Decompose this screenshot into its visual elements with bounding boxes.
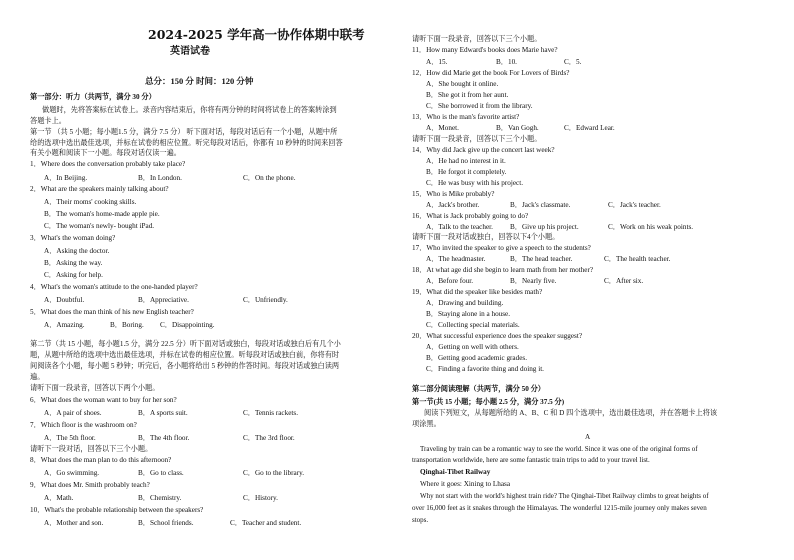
q17-option-c: C．The health teacher. <box>604 255 671 263</box>
q14-option-a: A．He had no interest in it. <box>426 157 506 165</box>
railway-route: Where it goes: Xining to Lhasa <box>420 480 511 488</box>
question-5: 5．What does the man think of his new English teacher? <box>30 308 194 316</box>
q8-option-c: C．Go to the library. <box>243 469 305 477</box>
q1-option-b: B．In London. <box>138 174 182 182</box>
exam-title: 2024-2025 学年高一协作体期中联考 <box>148 27 365 42</box>
question-12: 12．How did Marie get the book For Lovers of Birds? <box>412 69 570 77</box>
q15-option-b: B．Jack's classmate. <box>510 201 571 209</box>
q13-option-b: B．Van Gogh. <box>496 124 539 132</box>
q19-option-c: C．Collecting special materials. <box>426 321 520 329</box>
q3-option-a: A．Asking the doctor. <box>44 247 110 255</box>
exam-meta: 总分：150 分 时间：120 分钟 <box>145 76 254 86</box>
q4-option-b: B．Appreciative. <box>138 296 189 304</box>
q14-option-b: B．He forgot it completely. <box>426 168 507 176</box>
part2-heading: 第二部分阅读理解（共两节，满分 50 分） <box>412 385 545 393</box>
q1-option-a: A．In Beijing. <box>44 174 88 182</box>
part2-section1-heading: 第一节(共 15 小题；每小题 2.5 分，满分 37.5 分) <box>412 398 565 406</box>
q5-option-b: B．Boring. <box>110 321 144 329</box>
q2-option-a: A．Their moms' cooking skills. <box>44 198 137 206</box>
q8-option-b: B．Go to class. <box>138 469 184 477</box>
question-16: 16．What is Jack probably going to do? <box>412 212 529 220</box>
section1-instruction-2: 给的选项中选出最佳选项，并标在试卷的相应位置。听完每段对话后，你都有 10 秒钟的时间来回答 <box>30 138 343 147</box>
q19-option-b: B．Staying alone in a house. <box>426 310 511 318</box>
q3-option-b: B．Asking the way. <box>44 259 103 267</box>
q7-option-c: C．The 3rd floor. <box>243 434 295 442</box>
q13-option-c: C．Edward Lear. <box>564 124 615 132</box>
question-18: 18．At what age did she begin to learn math from her mother? <box>412 266 594 274</box>
q4-option-a: A．Doubtful. <box>44 296 85 304</box>
question-9: 9．What does Mr. Smith probably teach? <box>30 481 150 489</box>
exam-subtitle: 英语试卷 <box>170 46 210 57</box>
railway-heading: Qinghai-Tibet Railway <box>420 468 491 476</box>
question-15: 15．Who is Mike probably? <box>412 190 495 198</box>
q11-option-b: B．10. <box>496 58 517 66</box>
question-13: 13．Who is the man's favorite artist? <box>412 113 520 121</box>
q18-option-c: C．After six. <box>604 277 644 285</box>
listen-note-6: 请听下面一段录音，回答以下两个小题。 <box>30 384 160 392</box>
q8-option-a: A．Go swimming. <box>44 469 100 477</box>
q6-option-b: B．A sports suit. <box>138 409 188 417</box>
question-2: 2．What are the speakers mainly talking about? <box>30 185 169 193</box>
q16-option-a: A．Talk to the teacher. <box>426 223 493 231</box>
passage-para2-line3: stops. <box>412 516 429 524</box>
section2-instruction-3: 间阅读各个小题，每小题 5 秒钟；听完后，各小题将给出 5 秒钟的作答时间。每段对话或独白读两 <box>30 362 340 370</box>
q6-option-c: C．Tennis rackets. <box>243 409 298 417</box>
section2-instruction: 第二节（共 15 小题，每小题1.5 分，满分 22.5 分）听下面对话或独白，每段对话或独白后有几个小 <box>30 340 341 348</box>
q12-option-c: C．She borrowed it from the library. <box>426 102 533 110</box>
listen-note-17: 请听下面一段对话或独白，回答以下4个小题。 <box>412 233 560 241</box>
question-20: 20．What successful experience does the speaker suggest? <box>412 332 583 340</box>
q10-option-b: B．School friends. <box>138 519 194 527</box>
section2-instruction-2: 题，从题中所给的选项中选出最佳选项，并标在试卷的相应位置。听每段对话或独白前，你将有时 <box>30 351 340 359</box>
q19-option-a: A．Drawing and building. <box>426 299 504 307</box>
q1-option-c: C．On the phone. <box>243 174 296 182</box>
q18-option-b: B．Nearly five. <box>510 277 557 285</box>
q20-option-a: A．Getting on well with others. <box>426 343 519 351</box>
question-4: 4．What's the woman's attitude to the one-handed player? <box>30 283 198 291</box>
q12-option-a: A．She bought it online. <box>426 80 499 88</box>
q14-option-c: C．He was busy with his project. <box>426 179 524 187</box>
q13-option-a: A．Monet. <box>426 124 459 132</box>
q2-option-c: C．The woman's newly- bought iPad. <box>44 222 155 230</box>
question-3: 3．What's the woman doing? <box>30 234 116 242</box>
q17-option-a: A．The headmaster. <box>426 255 486 263</box>
q7-option-b: B．The 4th floor. <box>138 434 190 442</box>
q11-option-a: A．15. <box>426 58 448 66</box>
q5-option-a: A．Amazing. <box>44 321 85 329</box>
question-6: 6．What does the woman want to buy for her son? <box>30 396 177 404</box>
q9-option-c: C．History. <box>243 494 278 502</box>
listen-note-14: 请听下面一段录音，回答以下三个小题。 <box>412 135 542 143</box>
q16-option-b: B．Give up his project. <box>510 223 579 231</box>
passage-para1-line2: transportation worldwide, here are some fantastic train trips to add to your travel list. <box>412 456 650 464</box>
q4-option-c: C．Unfriendly. <box>243 296 288 304</box>
part2-instruction: 阅读下列短文，从每题所给的 A、B、C 和 D 四个选项中，选出最佳选项，并在答题卡上将该 <box>424 409 718 417</box>
listen-note-11: 请听下面一段录音，回答以下三个小题。 <box>412 35 542 43</box>
q17-option-b: B．The head teacher. <box>510 255 573 263</box>
question-7: 7．Which floor is the washroom on? <box>30 421 137 429</box>
question-1: 1．Where does the conversation probably take place? <box>30 160 186 168</box>
q9-option-b: B．Chemistry. <box>138 494 182 502</box>
q15-option-a: A．Jack's brother. <box>426 201 480 209</box>
q18-option-a: A．Before four. <box>426 277 474 285</box>
question-10: 10．What's the probable relationship between the speakers? <box>30 506 204 514</box>
q15-option-c: C．Jack's teacher. <box>608 201 661 209</box>
part1-instruction: 做题时，先将答案标在试卷上。录音内容结束后，你将有两分钟的时间将试卷上的答案转涂到 <box>42 106 337 114</box>
q20-option-c: C．Finding a favorite thing and doing it. <box>426 365 544 373</box>
q10-option-a: A．Mother and son. <box>44 519 104 527</box>
question-19: 19．What did the speaker like besides math? <box>412 288 543 296</box>
q11-option-c: C．5. <box>564 58 582 66</box>
q12-option-b: B．She got it from her aunt. <box>426 91 509 99</box>
question-17: 17．Who invited the speaker to give a speech to the students? <box>412 244 591 252</box>
section2-instruction-4: 遍。 <box>30 373 45 381</box>
q3-option-c: C．Asking for help. <box>44 271 103 279</box>
q20-option-b: B．Getting good academic grades. <box>426 354 527 362</box>
q10-option-c: C．Teacher and student. <box>230 519 302 527</box>
q7-option-a: A．The 5th floor. <box>44 434 96 442</box>
q9-option-a: A．Math. <box>44 494 74 502</box>
q6-option-a: A．A pair of shoes. <box>44 409 102 417</box>
question-14: 14．Why did Jack give up the concert last week? <box>412 146 555 154</box>
question-11: 11．How many Edward's books does Marie have? <box>412 46 558 54</box>
part2-instruction-cont: 项涂黑。 <box>412 420 441 428</box>
passage-para1-line1: Traveling by train can be a romantic way to see the world. Since it was one of the original forms of <box>420 445 698 453</box>
section1-instruction: 第一节 （共 5 小题；每小题1.5 分，满分 7.5 分） 听下面对话，每段对话后有一个小题，从题中所 <box>30 128 338 136</box>
q16-option-c: C．Work on his weak points. <box>608 223 694 231</box>
section1-instruction-3: 有关小题和阅读下一小题。每段对话仅读一遍。 <box>30 149 181 157</box>
q5-option-c: C．Disappointing. <box>160 321 215 329</box>
listen-note-8: 请听下一段对话，回答以下三个小题。 <box>30 445 153 453</box>
passage-label: A <box>585 433 591 441</box>
question-8: 8．What does the man plan to do this afternoon? <box>30 456 172 464</box>
passage-para2-line2: over 16,000 feet as it snakes through the Himalayas. The wonderful 1215-mile journey only makes seven <box>412 504 707 512</box>
part1-instruction-cont: 答题卡上。 <box>30 117 66 125</box>
part1-heading: 第一部分：听力（共两节，满分 30 分） <box>30 93 156 101</box>
q2-option-b: B．The woman's home-made apple pie. <box>44 210 160 218</box>
passage-para2-line1: Why not start with the world's highest train ride? The Qinghai-Tibet Railway climbs to great heights of <box>420 492 709 500</box>
